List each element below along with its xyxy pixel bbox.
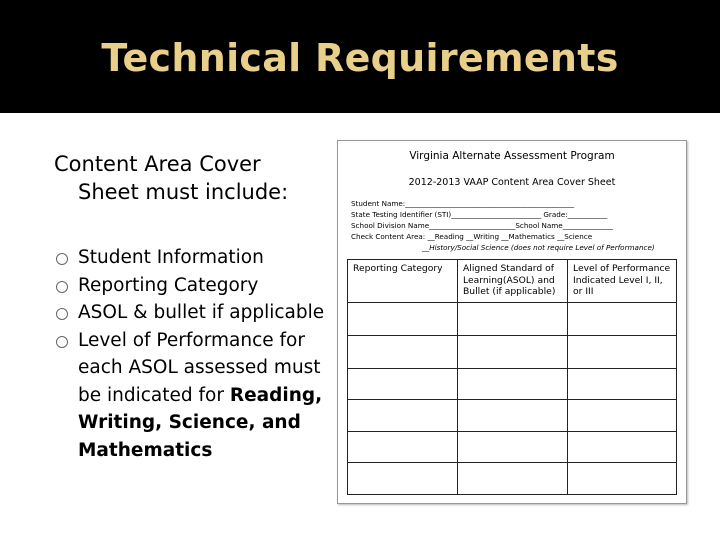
table-cell <box>347 302 458 336</box>
table-cell <box>347 368 458 400</box>
table-cell <box>347 462 458 495</box>
slide-title: Technical Requirements <box>101 36 619 80</box>
bullet-circle-icon <box>56 253 68 265</box>
table-header: Level of Performance Indicated Level I, II, or III <box>567 259 677 303</box>
form-title: Virginia Alternate Assessment Program <box>409 150 615 162</box>
heading-line-2: Sheet must include: <box>78 180 289 204</box>
table-cell <box>567 462 677 495</box>
table-cell <box>347 399 458 432</box>
list-item <box>2 244 339 272</box>
form-subtitle: 2012-2013 VAAP Content Area Cover Sheet <box>408 177 616 188</box>
bullet-text: Reporting Category <box>78 274 259 296</box>
table-header: Aligned Standard of Learning(ASOL) and Bullet (if applicable) <box>457 259 568 303</box>
table-cell <box>347 335 458 369</box>
table-cell <box>457 462 568 495</box>
performance-table <box>347 259 677 495</box>
content-area-field-2: __History/Social Science (does not require Level of Performance) <box>422 243 655 252</box>
list-item <box>2 327 339 465</box>
table-cell <box>567 302 677 336</box>
bullet-circle-icon <box>56 281 68 293</box>
table-cell <box>567 431 677 463</box>
table-cell <box>457 335 568 369</box>
student-name-field: Student Name:_______________________________________________ <box>351 199 575 208</box>
sti-field: State Testing Identifier (STI)_________________________ Grade:___________ <box>351 210 608 219</box>
table-cell <box>457 399 568 432</box>
content-heading <box>54 150 339 206</box>
table-cell <box>567 335 677 369</box>
table-header: Reporting Category <box>347 259 458 303</box>
bullet-text: ASOL & bullet if applicable <box>78 302 325 323</box>
table-cell <box>457 302 568 336</box>
slide-body <box>54 150 339 464</box>
table-cell <box>567 368 677 400</box>
table-cell <box>347 431 458 463</box>
school-field: School Division Name________________________School Name______________ <box>351 221 614 230</box>
bullet-circle-icon <box>56 336 68 348</box>
content-area-field: Check Content Area: __Reading __Writing __Mathematics __Science <box>351 232 593 241</box>
table-cell <box>457 368 568 400</box>
requirements-list <box>2 244 339 464</box>
bullet-circle-icon <box>56 308 68 320</box>
bullet-text: Student Information <box>78 247 264 268</box>
table-cell <box>457 431 568 463</box>
heading-line-1: Content Area Cover <box>54 152 261 176</box>
title-bar <box>0 0 720 113</box>
bullet-text: Level of Performance for each ASOL assessed must be indicated for <box>78 329 321 406</box>
bullet-bold-text: Reading, Writing, Science, and Mathematics <box>78 384 323 461</box>
cover-sheet-image <box>337 140 687 504</box>
form-fields <box>351 198 681 253</box>
table-cell <box>567 399 677 432</box>
list-item <box>2 299 339 327</box>
list-item <box>2 272 339 300</box>
